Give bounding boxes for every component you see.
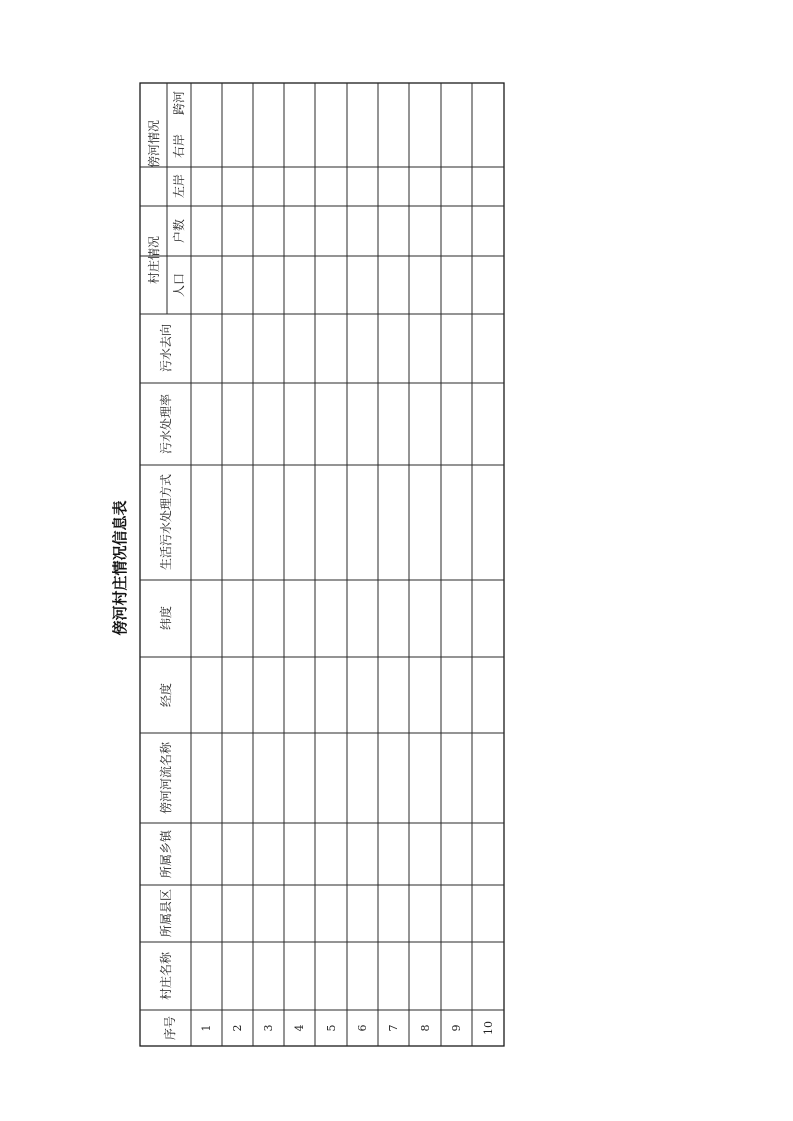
row-number: 8 [419, 1024, 432, 1032]
row-number: 9 [450, 1024, 463, 1032]
header-river-name: 傍河河流名称 [159, 741, 173, 815]
header-longitude: 经度 [159, 682, 173, 708]
row-number: 4 [293, 1024, 306, 1032]
row-number: 5 [325, 1024, 338, 1032]
header-cross-river: 跨河 [172, 90, 186, 116]
document-title: 傍河村庄情况信息表 [111, 500, 129, 636]
header-seq: 序号 [163, 1015, 177, 1041]
row-number: 7 [387, 1024, 400, 1032]
header-left-bank: 左岸 [172, 173, 186, 199]
row-number: 2 [231, 1024, 244, 1032]
header-sewage-method: 生活污水处理方式 [159, 473, 173, 571]
header-town: 所属乡镇 [159, 829, 173, 879]
row-number: 3 [262, 1024, 275, 1032]
header-households: 户数 [172, 218, 186, 244]
row-dividers [191, 83, 472, 1046]
row-number: 6 [356, 1024, 369, 1032]
header-right-bank: 右岸 [172, 133, 186, 159]
table-header [146, 91, 186, 1040]
row-number: 10 [482, 1021, 495, 1035]
row-number: 1 [200, 1024, 213, 1032]
header-county: 所属县区 [159, 888, 173, 938]
header-village-status: 村庄情况 [147, 235, 161, 285]
header-latitude: 纬度 [159, 605, 173, 631]
header-sewage-direction: 污水去向 [159, 323, 173, 373]
header-sewage-rate: 污水处理率 [159, 393, 173, 455]
header-river-status: 傍河情况 [147, 119, 161, 169]
table-frame [140, 83, 504, 1046]
header-village-name: 村庄名称 [159, 951, 173, 1001]
header-population: 人口 [172, 272, 186, 298]
column-dividers [140, 167, 504, 1010]
